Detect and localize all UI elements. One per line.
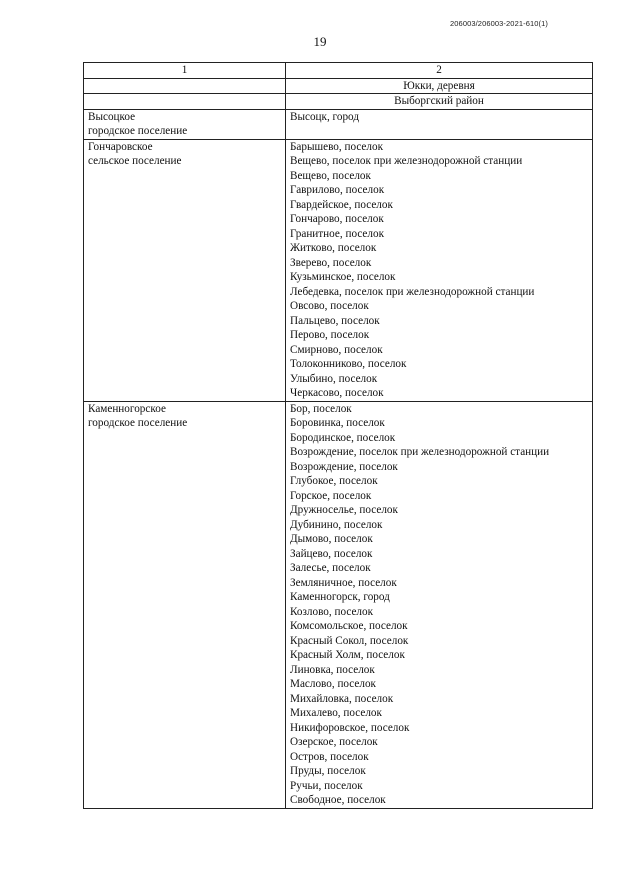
settlements-table <box>83 62 593 809</box>
municipality-name <box>84 139 286 401</box>
settlement-entry: Гаврилово, поселок <box>290 184 385 196</box>
centered-entry: Юкки, деревня <box>286 78 593 94</box>
document-code: 206003/206003-2021-610(1) <box>450 19 548 28</box>
settlement-entry: Толоконниково, поселок <box>290 358 407 370</box>
settlement-entry: Каменногорск, город <box>290 591 390 603</box>
settlement-entry: Михайловка, поселок <box>290 692 394 705</box>
empty-cell <box>84 94 286 110</box>
settlement-entry: Перово, поселок <box>290 329 370 341</box>
settlement-entry: Залесье, поселок <box>290 562 371 574</box>
municipality-name <box>84 401 286 808</box>
settlement-entry: Вещево, поселок <box>290 169 371 182</box>
column-header-2: 2 <box>286 63 593 79</box>
settlement-entry: Возрождение, поселок <box>290 460 398 473</box>
settlement-entry: Пруды, поселок <box>290 765 366 777</box>
settlement-entry: Козлово, поселок <box>290 605 374 618</box>
settlement-entry: Свободное, поселок <box>290 794 386 806</box>
district-row <box>84 94 593 110</box>
settlement-entry: Михалево, поселок <box>290 707 382 719</box>
settlement-entry: Озерское, поселок <box>290 736 378 748</box>
page-number: 19 <box>313 34 327 49</box>
settlement-entry: Ручьи, поселок <box>290 779 363 792</box>
settlement-entry: Дружноселье, поселок <box>290 504 398 516</box>
settlement-entry: Черкасово, поселок <box>290 387 384 399</box>
settlement-list <box>286 401 593 808</box>
settlement-entry: Маслово, поселок <box>290 678 376 690</box>
settlement-entry: Вещево, поселок при железнодорожной станции <box>290 155 523 167</box>
settlement-list <box>286 109 593 139</box>
empty-cell <box>84 78 286 94</box>
settlement-entry: Боровинка, поселок <box>290 417 385 429</box>
settlement-group-row <box>84 401 593 808</box>
district-name: Выборгский район <box>286 94 593 110</box>
settlement-entry: Бор, поселок <box>290 402 352 415</box>
settlement-entry: Барышево, поселок <box>290 140 384 153</box>
settlement-entry: Дымово, поселок <box>290 533 373 545</box>
settlement-entry: Глубокое, поселок <box>290 475 378 487</box>
settlement-entry: Житково, поселок <box>290 242 377 254</box>
settlement-entry: Гвардейское, поселок <box>290 198 393 211</box>
municipality-name-line: Гончаровское <box>88 140 153 153</box>
municipality-name-line: Высоцкое <box>88 110 136 123</box>
settlement-entry: Лебедевка, поселок при железнодорожной станции <box>290 285 535 298</box>
settlement-entry: Красный Холм, поселок <box>290 649 405 661</box>
settlement-list <box>286 139 593 401</box>
settlement-entry: Красный Сокол, поселок <box>290 634 409 647</box>
settlement-entry: Улыбино, поселок <box>290 372 378 385</box>
municipality-name-line: Каменногорское <box>88 402 166 415</box>
settlement-entry: Гончарово, поселок <box>290 213 384 225</box>
settlement-entry: Остров, поселок <box>290 750 369 763</box>
column-header-row <box>84 63 593 79</box>
settlement-entry: Горское, поселок <box>290 489 372 502</box>
settlement-entry: Смирново, поселок <box>290 343 383 356</box>
settlement-entry: Комсомольское, поселок <box>290 620 408 632</box>
settlement-entry: Зайцево, поселок <box>290 547 373 560</box>
settlement-entry: Кузьминское, поселок <box>290 271 396 283</box>
table-row <box>84 78 593 94</box>
settlement-entry: Дубинино, поселок <box>290 518 383 531</box>
settlement-entry: Гранитное, поселок <box>290 227 385 240</box>
settlement-entry: Земляничное, поселок <box>290 576 397 589</box>
settlement-entry: Пальцево, поселок <box>290 314 380 327</box>
settlement-entry: Возрождение, поселок при железнодорожной станции <box>290 446 550 458</box>
settlement-entry: Бородинское, поселок <box>290 431 396 444</box>
municipality-type-line: сельское поселение <box>88 155 182 167</box>
settlement-entry: Линовка, поселок <box>290 663 375 676</box>
settlement-group-row <box>84 139 593 401</box>
municipality-type-line: городское поселение <box>88 417 188 429</box>
settlement-entry: Высоцк, город <box>290 110 360 123</box>
municipality-name <box>84 109 286 139</box>
settlement-group-row <box>84 109 593 139</box>
settlement-entry: Зверево, поселок <box>290 256 372 269</box>
settlement-entry: Никифоровское, поселок <box>290 721 410 734</box>
municipality-type-line: городское поселение <box>88 125 188 137</box>
settlement-entry: Овсово, поселок <box>290 300 369 312</box>
column-header-1: 1 <box>84 63 286 79</box>
